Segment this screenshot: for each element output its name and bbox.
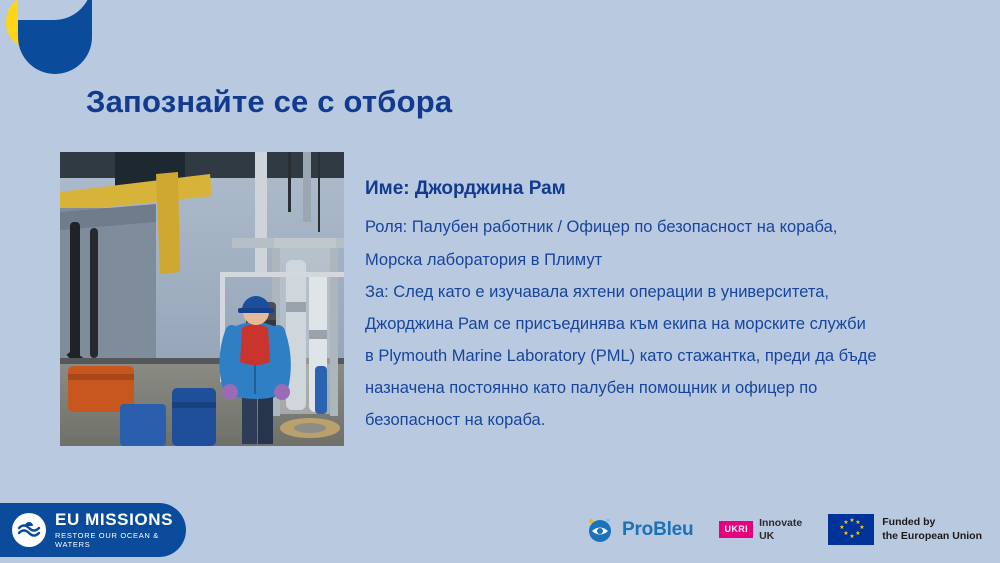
probleu-swirl-icon — [585, 515, 615, 545]
member-name: Име: Джорджина Рам — [365, 178, 566, 199]
innovate-uk-line1: Innovate — [759, 516, 803, 529]
bio-line-3: За: След като е изучавала яхтени операции в университета, — [365, 282, 829, 301]
bio-line-2: Морска лаборатория в Плимут — [365, 250, 603, 269]
bio-line-1: Роля: Палубен работник / Офицер по безопасност на кораба, — [365, 218, 838, 237]
probleu-wordmark: ProBleu — [622, 518, 694, 540]
bio-line-5: в Plymouth Marine Laboratory (PML) като стажантка, преди да бъде — [365, 347, 877, 366]
team-member-photo — [60, 152, 344, 446]
eu-funding-line2: the European Union — [882, 529, 982, 542]
bio-line-7: безопасност на кораба. — [365, 411, 546, 430]
eu-funding-label — [882, 516, 982, 542]
wave-icon — [12, 513, 46, 547]
eu-flag-icon: ★ ★ ★ ★ ★ ★ ★ ★ — [828, 514, 874, 545]
decorative-corner-logo — [0, 0, 108, 96]
eu-missions-badge — [0, 503, 186, 557]
page-title: Запознайте се с отбора — [86, 84, 453, 119]
bio-line-4: Джорджина Рам се присъединява към екипа на морските служби — [365, 314, 866, 333]
ukri-mark: UKRI — [719, 521, 753, 538]
eu-missions-title: EU MISSIONS — [55, 509, 174, 529]
footer-logo-row — [585, 514, 982, 545]
bio-text-block — [365, 174, 965, 437]
eu-funding-logo — [828, 514, 982, 545]
ship-deck-photo-illustration — [60, 152, 344, 446]
ukri-innovate-uk-logo — [719, 517, 802, 542]
innovate-uk-label — [759, 517, 802, 542]
eu-missions-subtitle: RESTORE OUR OCEAN & WATERS — [55, 531, 160, 550]
innovate-uk-line2: UK — [759, 529, 775, 542]
eu-funding-line1: Funded by — [882, 516, 936, 529]
probleu-logo — [585, 515, 693, 545]
bio-line-6: назначена постоянно като палубен помощник и офицер по — [365, 379, 818, 398]
